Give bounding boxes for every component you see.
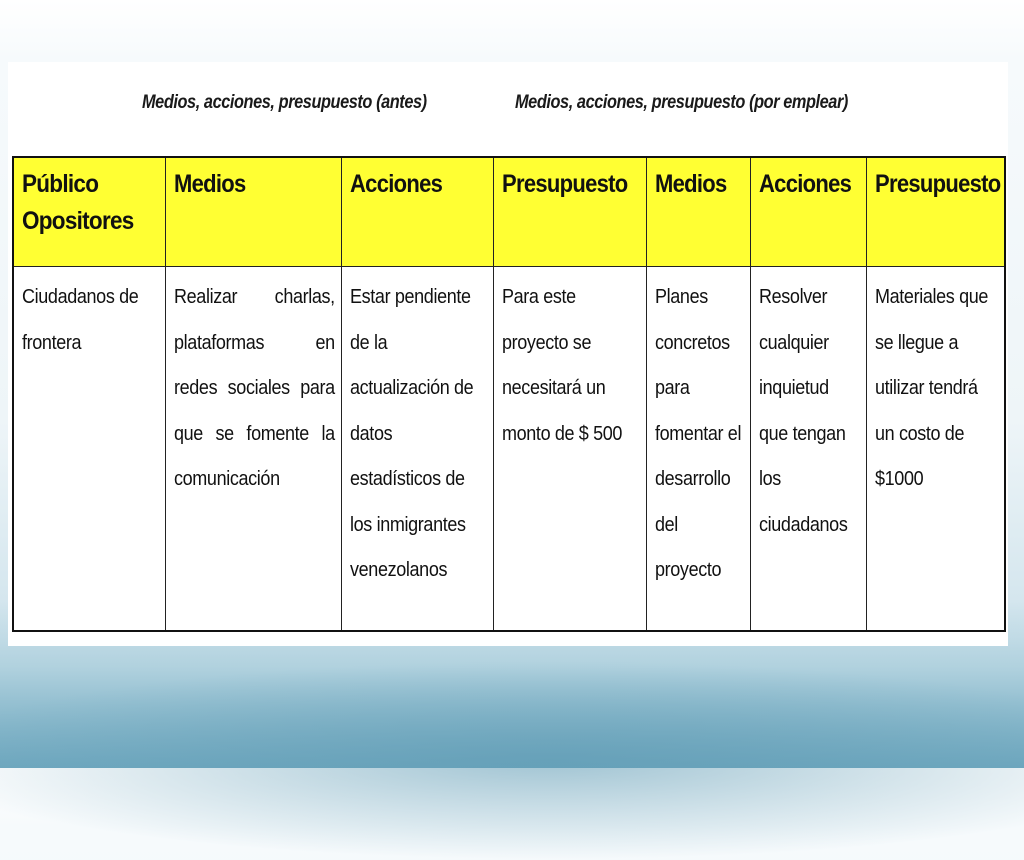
- table-headings: [0, 92, 1024, 128]
- column-header-acciones-emplear: Acciones: [750, 157, 866, 267]
- media-actions-budget-table: [12, 156, 1006, 632]
- cell-medios-emplear: Planes concretos para fomentar el desarrollo del proyecto: [646, 267, 750, 632]
- column-header-acciones-antes: Acciones: [341, 157, 493, 267]
- cell-presupuesto-antes: Para este proyecto se necesitará un monto de $ 500: [493, 267, 646, 632]
- cell-acciones-emplear: Resolver cualquier inquietud que tengan los ciudadanos: [750, 267, 866, 632]
- column-header-medios-emplear: Medios: [646, 157, 750, 267]
- heading-before: Medios, acciones, presupuesto (antes): [142, 92, 427, 113]
- cell-medios-antes: Realizar charlas, plataformas en redes sociales para que se fomente la comunicación: [165, 267, 341, 632]
- cell-publico: Ciudadanos de frontera: [13, 267, 165, 632]
- table-row: [13, 267, 1005, 632]
- column-header-presupuesto-emplear: Presupuesto: [866, 157, 1005, 267]
- column-header-presupuesto-antes: Presupuesto: [493, 157, 646, 267]
- cell-presupuesto-emplear: Materiales que se llegue a utilizar tendrá un costo de $1000: [866, 267, 1005, 632]
- column-header-medios-antes: Medios: [165, 157, 341, 267]
- column-header-publico: Público Opositores: [13, 157, 165, 267]
- table-header-row: [13, 157, 1005, 267]
- heading-to-use: Medios, acciones, presupuesto (por emplear): [515, 92, 848, 113]
- background-wave-highlight: [0, 660, 1024, 860]
- cell-acciones-antes: Estar pendiente de la actualización de datos estadísticos de los inmigrantes venezolanos: [341, 267, 493, 632]
